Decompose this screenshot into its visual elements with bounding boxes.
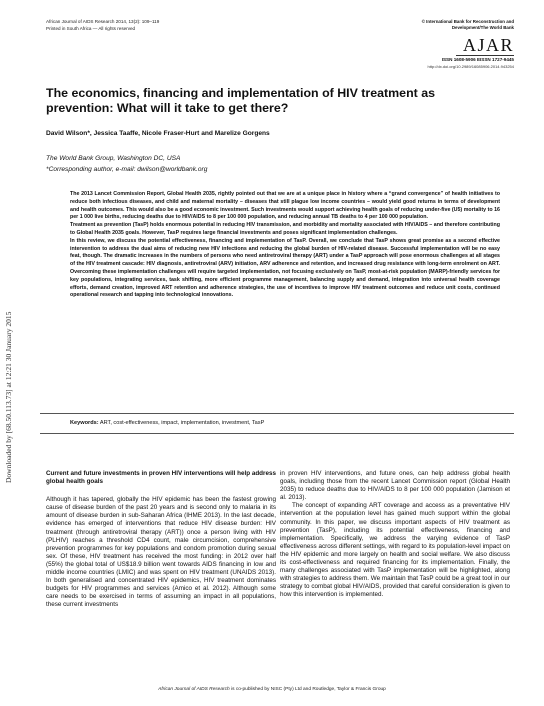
journal-citation-block — [46, 19, 159, 32]
keywords — [70, 420, 264, 426]
section-heading: Current and future investments in proven HIV interventions will help address global health goals — [46, 470, 276, 486]
body-paragraph: The concept of expanding ART coverage and access as a preventative HIV intervention at the population level has gained much support within the global community. In this paper, we discuss important aspects of HIV treatment as prevention (TasP), including its potential effectiveness, financing and implementation. Specifically, we address the varying evidence of TasP effectiveness across different settings, with regard to its population-level impact on the HIV epidemic and more largely on health and social welfare. We also discuss its cost-effectiveness and required financing for its implementation. Finally, the many challenges associated with TasP implementation will be highlighted, along with strategies to address them. We maintain that TasP could be a great tool in our strategy to combat global HIV/AIDS, provided that careful consideration is given to how this intervention is implemented. — [280, 502, 510, 599]
affiliation: The World Bank Group, Washington DC, USA — [46, 155, 181, 162]
keywords-label: Keywords: — [70, 420, 99, 426]
corresponding-author: *Corresponding author, e-mail: dwilson@worldbank.org — [46, 166, 208, 173]
article-title: The economics, financing and implementation of HIV treatment as prevention: What will it take to get there? — [46, 86, 435, 115]
doi-link[interactable]: http://dx.doi.org/10.2989/16085906.2014.943254 — [427, 64, 514, 69]
body-paragraph: Although it has tapered, globally the HIV epidemic has been the fastest growing cause of disease burden of the past 20 years and is second only to malaria in its amount of disease burden in sub-Saharan Africa (IHME 2013). In the last decade, evidence has emerged of interventions that reduce HIV disease burden: HIV treatment (through antiretroviral therapy (ART)) once a person living with HIV (PLHIV) reaches a threshold CD4 count, male circumcision, comprehensive prevention programmes for key populations and condom promotion during sexual sex. Of these, HIV treatment has received the most funding: in 2012 over half (55%) the global total of US$18.9 billion went towards AIDS financing in low and middle income countries (LMIC) and was spent on HIV treatment (UNAIDS 2013). In both generalised and concentrated HIV epidemics, HIV treatment dominates budgets for HIV programmes and services (Amico et al. 2012). Although some care needs to be exercised in terms of assuming an impact in all populations, these current investments — [46, 496, 276, 609]
keywords-bottom-divider — [40, 433, 514, 434]
logo-divider — [456, 55, 514, 56]
author-list: David Wilson*, Jessica Taaffe, Nicole Fraser-Hurt and Marelize Gorgens — [46, 130, 270, 137]
right-column — [280, 470, 510, 600]
journal-logo: AJAR — [462, 35, 514, 55]
abstract-paragraph: The 2013 Lancet Commission Report, Global Health 2035, rightly pointed out that we are at a unique place in history where a “grand convergence” of health initiatives to reduce both infectious diseases, and child and maternal mortality – diseases that still plague low income countries – would yield good returns in terms of development and health outcomes. This would also be a good economic investment. Such investments would support achieving health goals of reducing under-five (U5) mortality to 16 per 1 000 live births, reducing deaths due to HIV/AIDS to 8 per 100 000 population, and reducing annual TB deaths to 4 per 100 000 population. — [70, 191, 500, 221]
left-column — [46, 470, 276, 610]
body-paragraph: in proven HIV interventions, and future ones, can help address global health goals, including those from the recent Lancet Commission report (Global Health 2035) to reduce deaths due to HIV/AIDS to 8 per 100 000 population (Jamison et al. 2013). — [280, 470, 510, 502]
issn: ISSN 1608-5906 EISSN 1727-9445 — [441, 57, 514, 62]
abstract-paragraph: In this review, we discuss the potential effectiveness, financing and implementation of TasP. Overall, we conclude that TasP shows great promise as a second effective intervention to address the dual aims of reducing new HIV infections and reducing the global burden of HIV-related disease. Successful implementation will be no easy feat, though. The dramatic increases in the numbers of persons who need antiretroviral therapy (ART) under a TasP approach will pose enormous challenges at all stages of the HIV treatment cascade: HIV diagnosis, antiretroviral (ARV) initiation, ARV adherence and retention, and increased drug resistance with long-term enrolment on ART. Overcoming these implementation challenges will require targeted implementation, not focusing exclusively on TasP, most-at-risk population (MARP)-friendly services for key populations, integrating services, task shifting, more efficient programme management, balancing supply and demand, integration into universal health coverage efforts, demand creation, improved ART retention and adherence strategies, the use of incentives to improve HIV treatment outcomes and reduce unit costs, continued operational research and tapping into technological innovations. — [70, 237, 500, 299]
keywords-top-divider — [40, 413, 514, 414]
page-footer — [0, 687, 544, 692]
keywords-text: ART, cost-effectiveness, impact, implementation, investment, TasP — [99, 420, 265, 426]
download-watermark: Downloaded by [68.50.113.73] at 12:21 30 January 2015 — [4, 311, 13, 483]
footer-publisher-text: is co-published by NISC (Pty) Ltd and Routledge, Taylor & Francis Group — [229, 687, 386, 692]
copyright-notice: © International Bank for Reconstruction and Development/The World Bank — [421, 19, 514, 30]
footer-journal-name: African Journal of AIDS Research — [158, 687, 230, 692]
abstract-paragraph: Treatment as prevention (TasP) holds enormous potential in reducing HIV transmission, and morbidity and mortality associated with HIV/AIDS – and therefore contributing to Global Health 2035 goals. However, TasP requires large financial investments and poses significant implementation challenges. — [70, 222, 500, 236]
abstract — [70, 191, 500, 300]
journal-citation: African Journal of AIDS Research 2014, 13(2): 109–119 — [46, 19, 160, 24]
printed-notice: Printed in South Africa — All rights reserved — [46, 25, 136, 31]
